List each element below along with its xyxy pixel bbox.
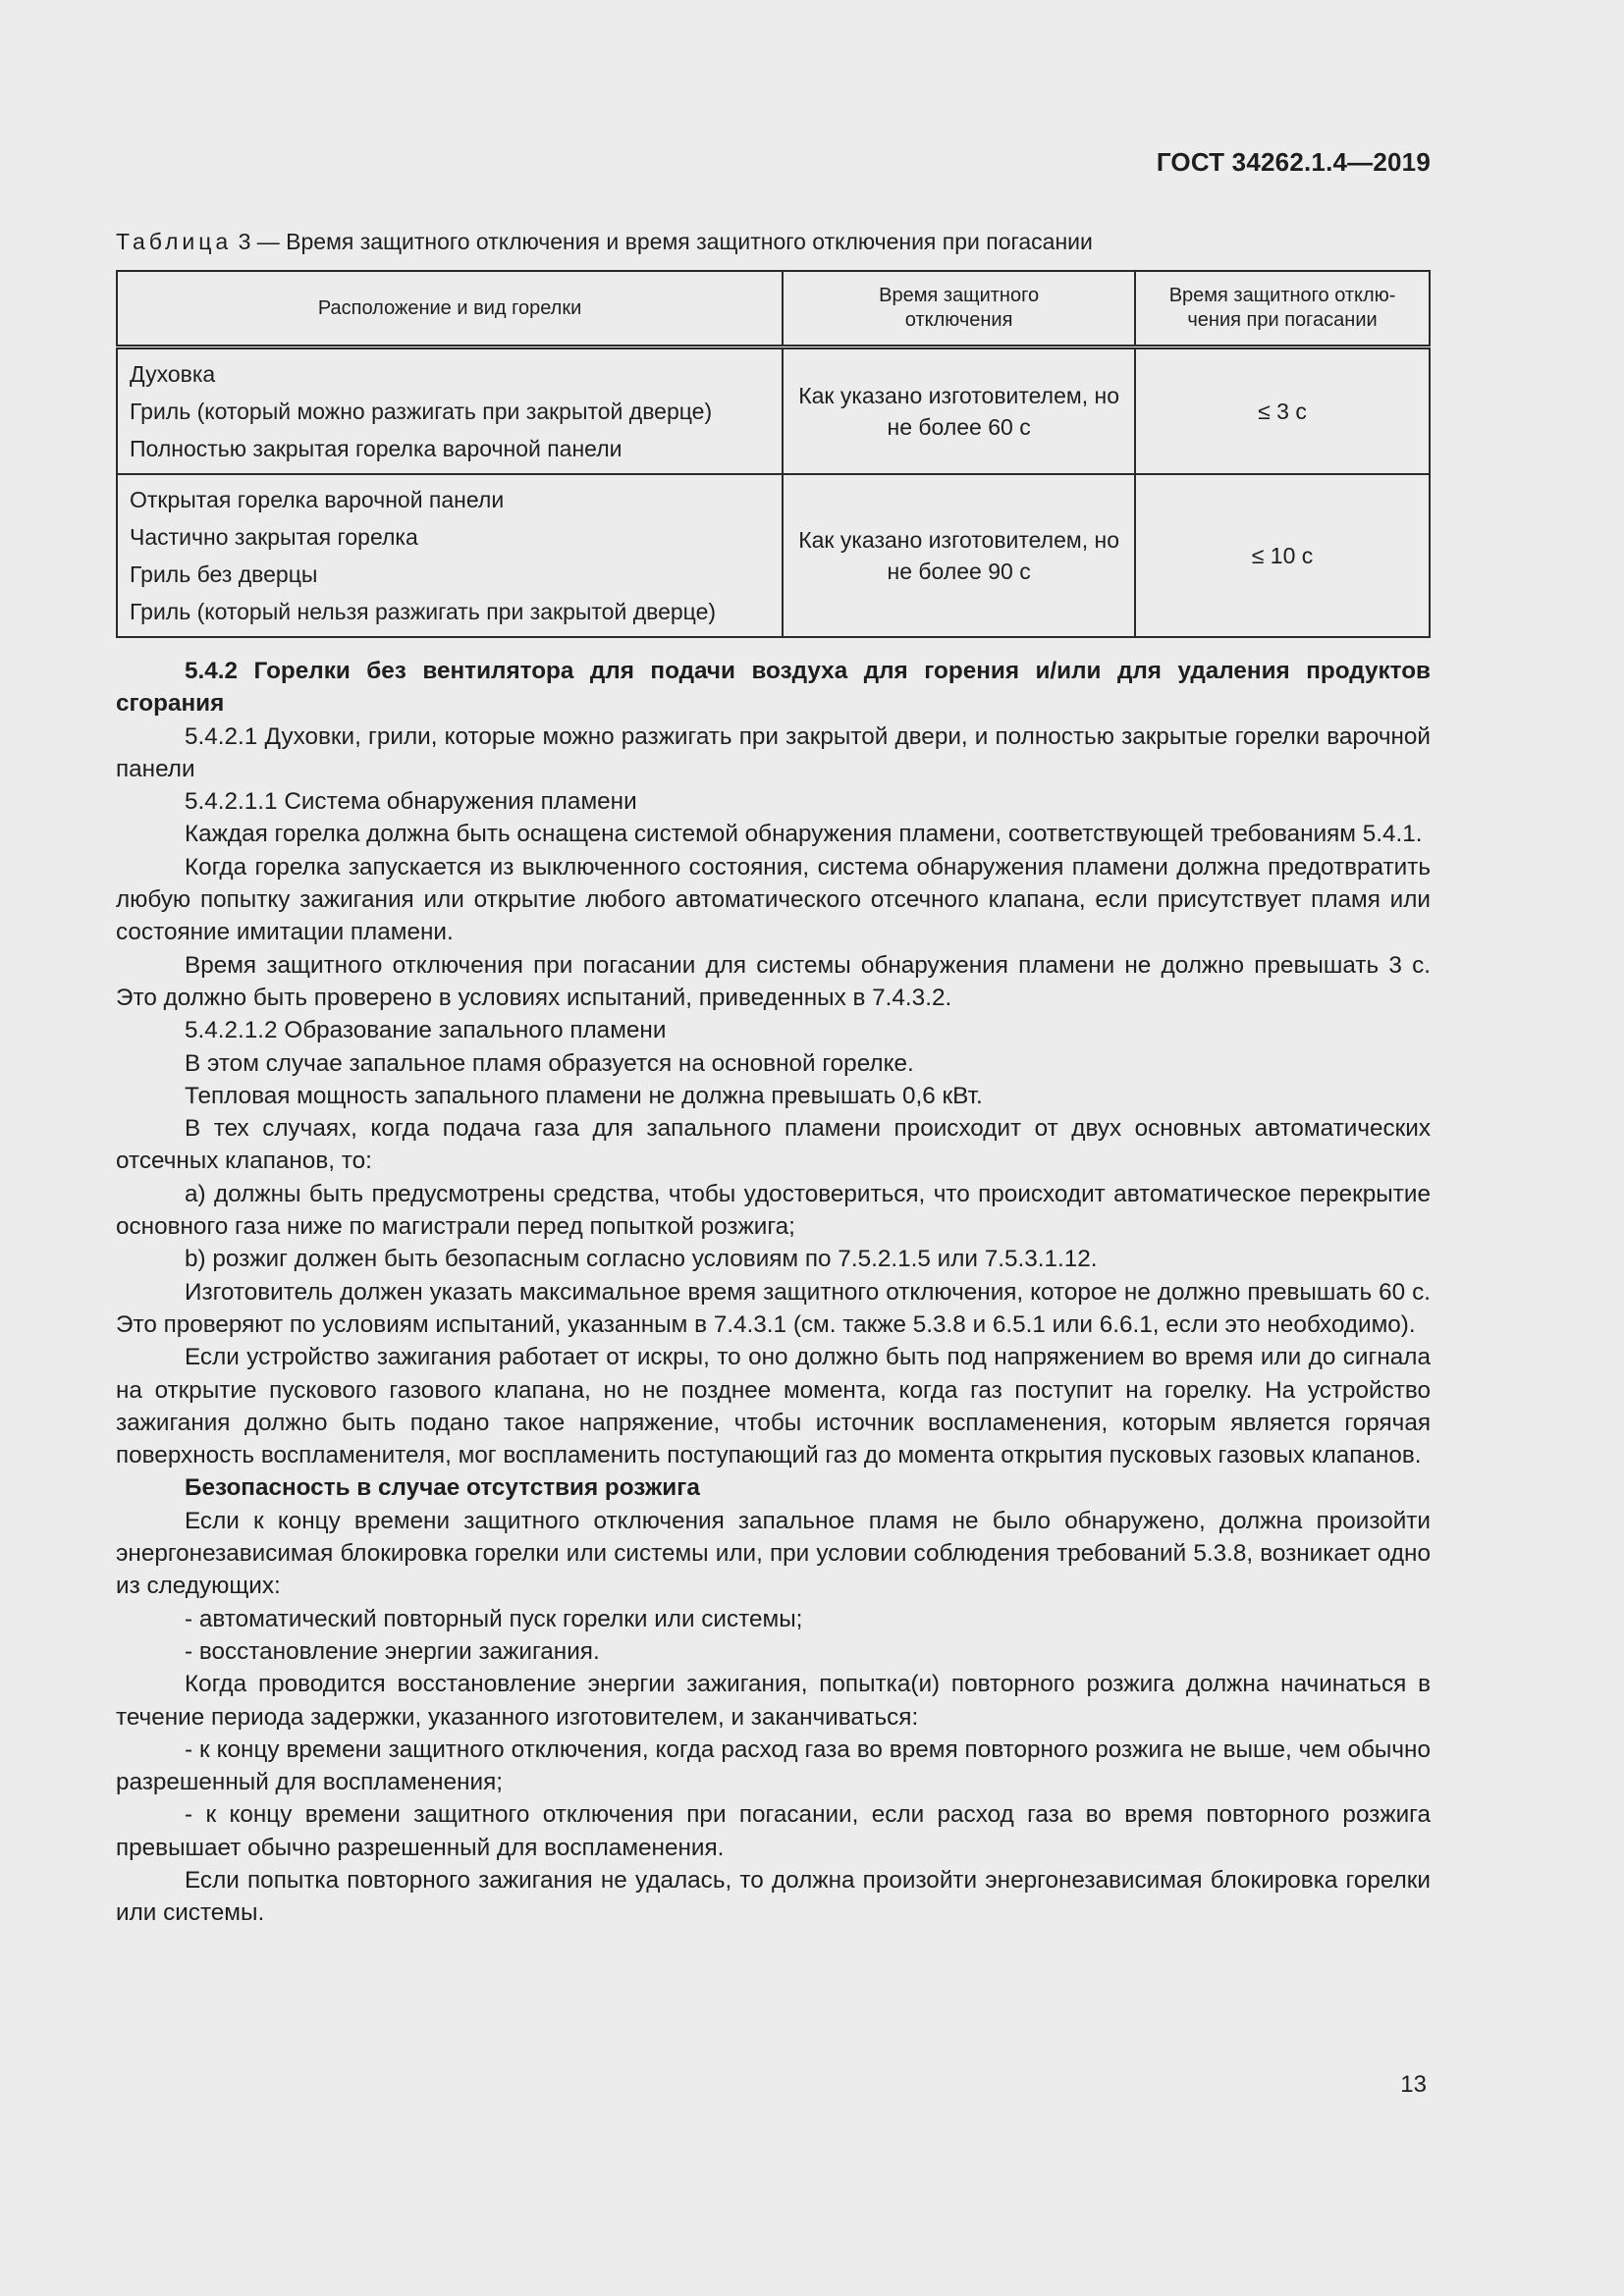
column-header-flame-failure-time (1135, 271, 1430, 347)
paragraph: Если попытка повторного зажигания не удалась, то должна произойти энергонезависимая блокировка горелки или системы. (116, 1866, 1431, 1927)
paragraph: Каждая горелка должна быть оснащена системой обнаружения пламени, соответствующей требованиям 5.4.1. (185, 821, 1423, 848)
list-item: a) должны быть предусмотрены средства, чтобы удостовериться, что происходит автоматическое перекрытие основного газа ниже по магистрали перед попыткой розжига; (116, 1180, 1431, 1241)
burner-item: Частично закрытая горелка (130, 524, 418, 550)
paragraph: В тех случаях, когда подача газа для запального пламени происходит от двух основных автоматических отсечных клапанов, то: (116, 1115, 1431, 1175)
burner-item: Гриль (который нельзя разжигать при закрытой дверце) (130, 599, 717, 624)
section-heading: 5.4.2 Горелки без вентилятора для подачи воздуха для горения и/или для удаления продуктов сгорания (116, 658, 1431, 718)
table-caption-label: Таблица (116, 229, 233, 254)
paragraph: Изготовитель должен указать максимальное время защитного отключения, которое не должно превышать 60 с. Это проверяют по условиям испытаний, указанным в 7.4.3.1 (см. также 5.3.8 и 6.5.1 или 6.6.1, если это необходимо). (116, 1278, 1431, 1338)
shutdown-time-value: Как указано изготовителем, но не более 90 с (798, 527, 1119, 584)
burner-item: Гриль без дверцы (130, 561, 318, 587)
subsection-heading: 5.4.2.1.2 Образование запального пламени (185, 1017, 667, 1044)
table-caption (116, 229, 1093, 255)
list-item: - автоматический повторный пуск горелки или системы; (185, 1605, 803, 1632)
table-header-row (117, 271, 1430, 347)
list-item: b) розжиг должен быть безопасным согласно условиям по 7.5.2.1.5 или 7.5.3.1.12. (185, 1246, 1098, 1273)
shutdown-time-value: Как указано изготовителем, но не более 60 с (798, 383, 1119, 440)
burner-item: Гриль (который можно разжигать при закрытой дверце) (130, 399, 713, 424)
subsection-heading: 5.4.2.1.1 Система обнаружения пламени (185, 788, 637, 816)
paragraph: Время защитного отключения при погасании для системы обнаружения пламени не должно превышать 3 с. Это должно быть проверено в условиях испытаний, приведенных в 7.4.3.2. (116, 951, 1431, 1011)
burner-list-cell (117, 474, 783, 637)
burner-item: Полностью закрытая горелка варочной панели (130, 436, 623, 461)
column-header-shutdown-time (783, 271, 1135, 347)
burner-item: Открытая горелка варочной панели (130, 487, 505, 512)
table-caption-text: 3 — Время защитного отключения и время защитного отключения при погасании (232, 229, 1093, 254)
flame-failure-time-cell: ≤ 3 с (1135, 347, 1430, 475)
table-3 (116, 270, 1431, 638)
paragraph: В этом случае запальное пламя образуется на основной горелке. (185, 1049, 914, 1077)
shutdown-time-cell (783, 474, 1135, 637)
paragraph: Тепловая мощность запального пламени не должна превышать 0,6 кВт. (185, 1082, 983, 1109)
paragraph: Если устройство зажигания работает от искры, то оно должно быть под напряжением во время или до сигнала на открытие пускового газового клапана, но не позднее момента, когда газ поступит на горелку. На устройство зажигания должно быть подано такое напряжение, чтобы источник воспламенения, которым является горячая поверхность воспламенителя, мог воспламенить поступающий газ до момента открытия пусковых газовых клапанов. (116, 1344, 1431, 1469)
list-item: - к концу времени защитного отключения, когда расход газа во время повторного розжига не выше, чем обычно разрешенный для воспламенения; (116, 1735, 1431, 1796)
burner-list-cell (117, 347, 783, 475)
paragraph: Когда проводится восстановление энергии зажигания, попытка(и) повторного розжига должна начинаться в течение периода задержки, указанного изготовителем, и заканчиваться: (116, 1671, 1431, 1731)
burner-item: Духовка (130, 361, 216, 387)
table-row (117, 474, 1430, 637)
shutdown-time-cell (783, 347, 1135, 475)
paragraph: Когда горелка запускается из выключенного состояния, система обнаружения пламени должна предотвратить любую попытку зажигания или открытие любого автоматического отсечного клапана, если присутствует пламя или состояние имитации пламени. (116, 853, 1431, 946)
list-item: - восстановление энергии зажигания. (185, 1637, 600, 1665)
flame-failure-time-cell: ≤ 10 с (1135, 474, 1430, 637)
subsection-heading: 5.4.2.1 Духовки, грили, которые можно разжигать при закрытой двери, и полностью закрытые горелки варочной панели (116, 722, 1431, 782)
document-body (116, 655, 1431, 1930)
paragraph: Если к концу времени защитного отключения запальное пламя не было обнаружено, должна произойти энергонезависимая блокировка горелки или системы или, при условии соблюдения требований 5.3.8, возникает одно из следующих: (116, 1507, 1431, 1600)
column-header-shutdown-time-text: Время защитного отключения (879, 285, 1040, 331)
column-header-burner: Расположение и вид горелки (117, 271, 783, 347)
column-header-flame-failure-time-text: Время защитного отклю-чения при погасании (1168, 285, 1396, 331)
table-row (117, 347, 1430, 475)
subheading-bold: Безопасность в случае отсутствия розжига (185, 1474, 700, 1502)
page-number: 13 (1400, 2071, 1427, 2098)
list-item: - к концу времени защитного отключения при погасании, если расход газа во время повторного розжига превышает обычно разрешенный для воспламенения. (116, 1801, 1431, 1861)
document-id: ГОСТ 34262.1.4—2019 (1156, 147, 1431, 177)
